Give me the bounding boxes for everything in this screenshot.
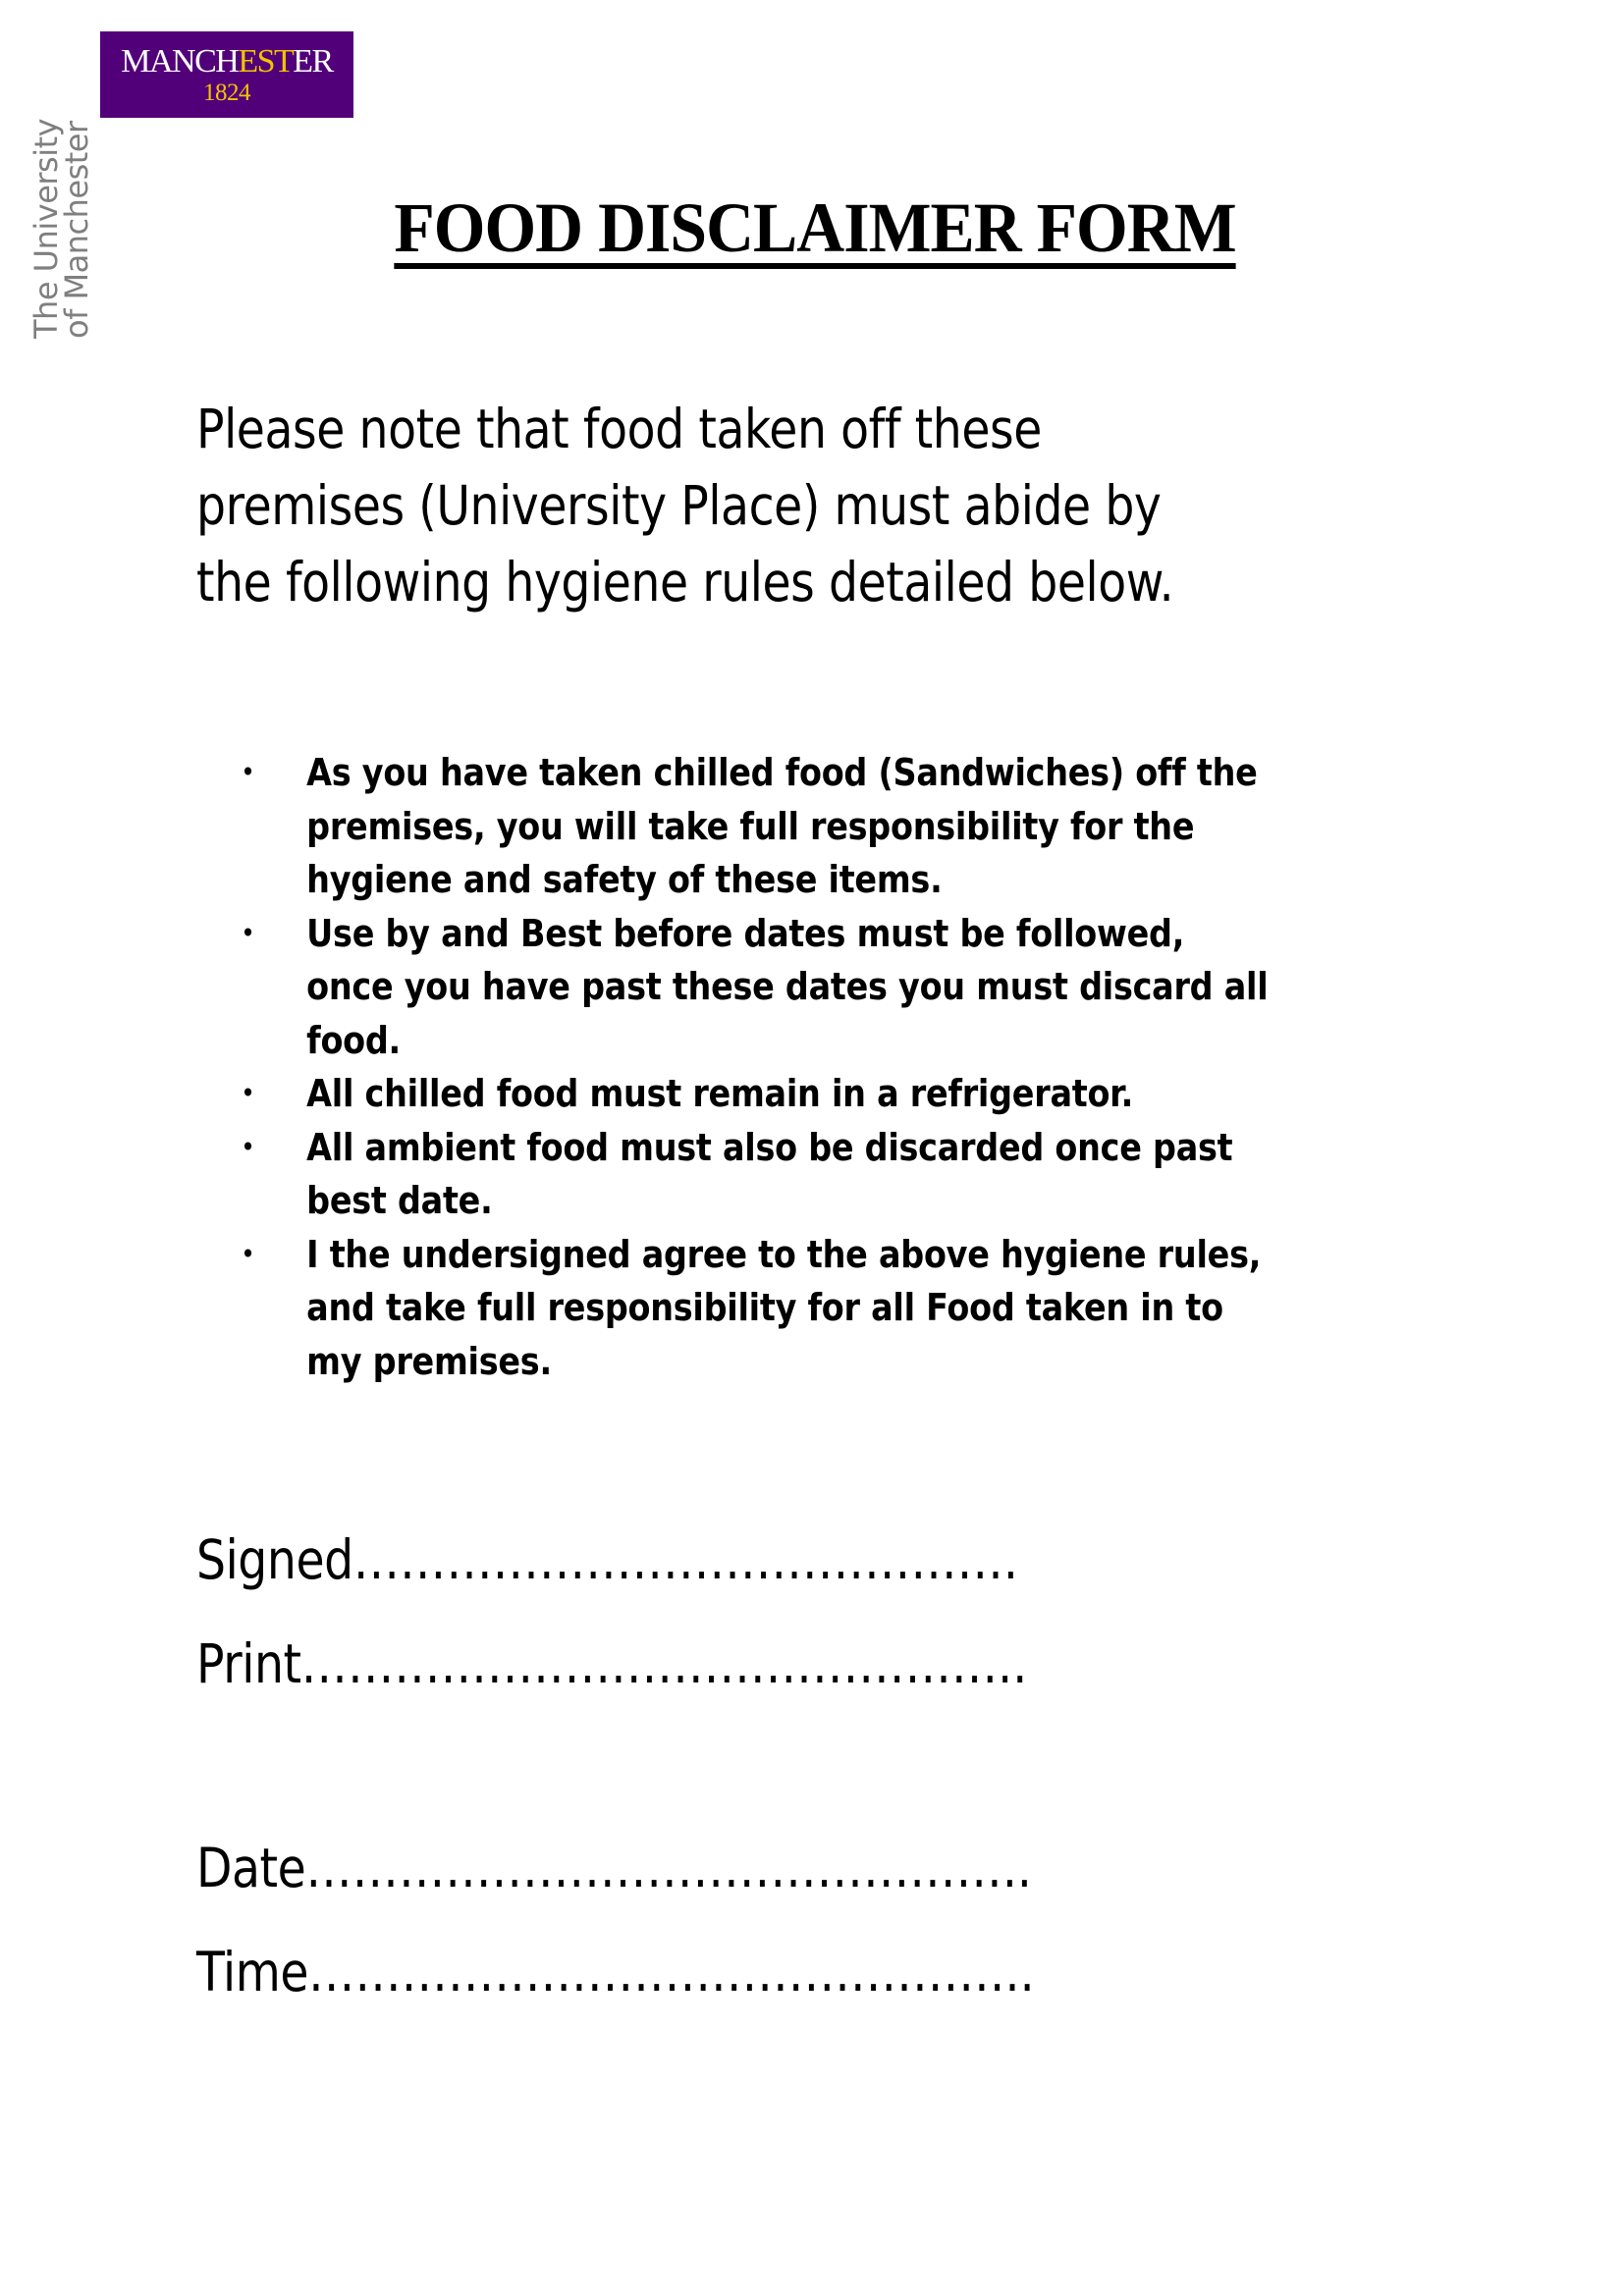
title-text: FOOD DISCLAIMER FORM bbox=[394, 188, 1236, 267]
bullet-icon: • bbox=[241, 916, 255, 949]
logo-year: 1824 bbox=[203, 80, 250, 106]
logo-word-highlight: EST bbox=[238, 43, 294, 80]
bullet-icon: • bbox=[241, 1130, 255, 1163]
time-label: Time bbox=[196, 1941, 309, 2003]
signed-field[interactable] bbox=[196, 1528, 1018, 1591]
rule-item bbox=[236, 1228, 1341, 1389]
logo-word-part: ER bbox=[293, 43, 333, 80]
logo-wordmark bbox=[100, 45, 353, 79]
time-blank[interactable]: ……………………………………….. bbox=[308, 1941, 1035, 2003]
rule-item bbox=[236, 746, 1341, 907]
intro-line: the following hygiene rules detailed below. bbox=[196, 551, 1174, 614]
signed-blank[interactable]: ……………………………………. bbox=[352, 1528, 1018, 1591]
rule-line: All chilled food must remain in a refrigerator. bbox=[306, 1072, 1134, 1115]
rule-line: Use by and Best before dates must be followed, bbox=[306, 911, 1185, 955]
manchester-logo bbox=[100, 31, 353, 118]
rule-line: premises, you will take full responsibility for the bbox=[306, 804, 1195, 848]
signed-label: Signed bbox=[196, 1528, 353, 1591]
date-label: Date bbox=[196, 1837, 306, 1899]
print-field[interactable] bbox=[196, 1632, 1028, 1695]
page-title bbox=[353, 188, 1276, 267]
rule-line: As you have taken chilled food (Sandwiches) off the bbox=[306, 751, 1258, 794]
date-blank[interactable]: ……………………………………….. bbox=[305, 1837, 1032, 1899]
university-name-line-2: of Manchester bbox=[58, 121, 95, 339]
rule-item bbox=[236, 907, 1341, 1068]
rule-line: best date. bbox=[306, 1179, 493, 1222]
rule-line: once you have past these dates you must discard all bbox=[306, 965, 1269, 1008]
bullet-icon: • bbox=[241, 1237, 255, 1270]
bullet-icon: • bbox=[241, 1077, 255, 1109]
intro-paragraph bbox=[196, 391, 1294, 620]
rule-line: and take full responsibility for all Food taken in to bbox=[306, 1286, 1223, 1329]
rule-item bbox=[236, 1121, 1341, 1228]
logo-word-part: MANCH bbox=[121, 43, 239, 80]
intro-line: premises (University Place) must abide by bbox=[196, 474, 1162, 537]
university-name-vertical bbox=[27, 118, 95, 339]
rule-item bbox=[236, 1067, 1341, 1121]
rule-line: hygiene and safety of these items. bbox=[306, 858, 943, 901]
print-blank[interactable]: ……………………………………….. bbox=[300, 1632, 1028, 1695]
hygiene-rules-list bbox=[236, 746, 1341, 1388]
rule-line: my premises. bbox=[306, 1339, 552, 1383]
rule-line: food. bbox=[306, 1018, 401, 1062]
date-field[interactable] bbox=[196, 1837, 1032, 1899]
time-field[interactable] bbox=[196, 1941, 1035, 2003]
rule-line: I the undersigned agree to the above hygiene rules, bbox=[306, 1232, 1262, 1276]
print-label: Print bbox=[196, 1632, 301, 1695]
intro-line: Please note that food taken off these bbox=[196, 398, 1042, 460]
university-name-line-1: The University bbox=[27, 118, 65, 339]
bullet-icon: • bbox=[241, 756, 255, 788]
rule-line: All ambient food must also be discarded once past bbox=[306, 1125, 1233, 1169]
